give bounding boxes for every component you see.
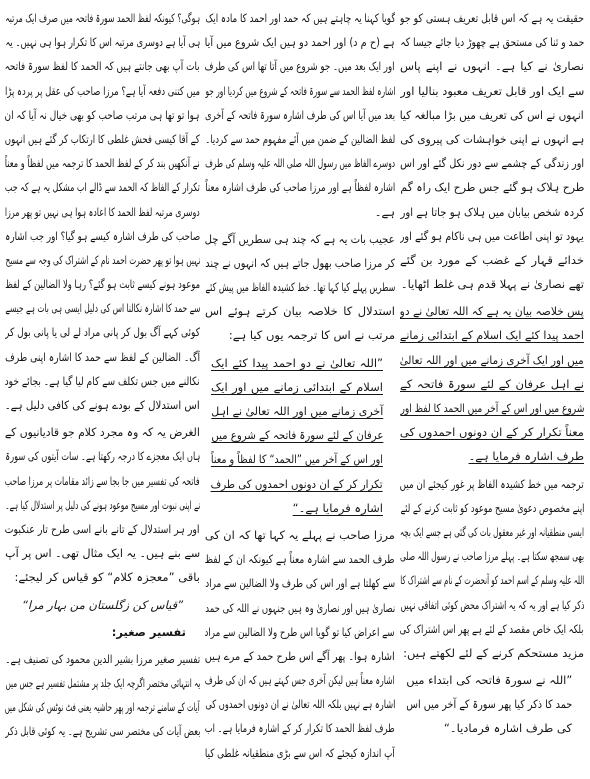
text-line [5, 541, 200, 565]
line-text: آپ اندازہ کیجئے کہ اس سے بڑی منطقیانہ غلطی کیا [205, 745, 395, 760]
text-line [5, 369, 200, 393]
line-text: ذکر کیا ہے اور یہ کہ یہ اشتراک محض کوئی اتفاقی نہیں [400, 597, 584, 612]
text-line [400, 224, 584, 248]
line-text: اشارہ ہے نہیں بلکہ اللہ تعالیٰ نے ان دونوں احمدوں کی [205, 697, 395, 712]
line-text: اس استدلال کے بودے ہونے کی کافی دلیل ہے۔ [5, 398, 200, 412]
text-line [205, 447, 395, 471]
text-line [205, 571, 395, 595]
text-line [5, 444, 200, 468]
text-line [400, 472, 584, 496]
line-text: کے آقا کیسی فحش غلطی کا ارتکاب کر گئے ہیں انہوں [5, 131, 200, 146]
text-line [400, 79, 584, 103]
text-line [205, 299, 395, 323]
line-text: کی طرف اشارہ فرمادیا۔“ [443, 721, 572, 736]
line-text: باقی ”معجزہ کلام“ کو قیاس کر لیجئے: [14, 570, 200, 585]
line-text: آخری زمانے میں اور اللہ تعالیٰ نے اہل [211, 404, 383, 418]
line-text: سے کھلتا ہے اور اس کی طرف ولا الضالین سے مراد [205, 576, 395, 591]
line-text: اشارہ لفظاً ہے اور مرزا صاحب کی طرف اشارہ معناً [205, 180, 395, 195]
line-text: یہ انتہائی مختصر اگرچہ ایک جلد پر مشتمل تفسیر ہے جس میں [5, 676, 200, 691]
line-text: بعض آیات کی مختصر سی تشریح ہے۔ یہ کوئی قابل ذکر [5, 724, 200, 739]
line-text: تفسیر صغیر: [111, 624, 186, 639]
line-text: اور ایک بعد میں۔ جو شروع میں آتا تھا اس کی طرف [205, 59, 395, 74]
text-line [400, 175, 584, 199]
text-line [400, 568, 584, 592]
text-line [5, 224, 200, 248]
line-text: اور ہر استدلال کے تانے بانے اسی طرح تار عنکبوت [5, 521, 200, 536]
paragraph [5, 647, 200, 744]
text-line [400, 30, 584, 54]
text-line [5, 200, 200, 224]
text-line [205, 692, 395, 716]
text-line [400, 372, 584, 396]
column-middle [205, 6, 395, 779]
line-text: طرف اشارہ فرمایا ہے۔ [468, 449, 584, 464]
line-text: طرح ہلاک ہو گئے جس طرح ایک راہ گم [400, 180, 584, 195]
line-text: عرفان کے لئے سورۃ فاتحہ کے شروع میں [211, 428, 383, 443]
line-text: اشارہ ہوا۔ پھر آگے اس طرح حمد کے مرے ہیں [205, 648, 395, 663]
text-line [400, 692, 584, 716]
text-line [205, 644, 395, 668]
text-line [5, 6, 200, 30]
paragraph [400, 472, 584, 666]
text-line [5, 103, 200, 127]
text-line [400, 200, 584, 224]
text-line [205, 103, 395, 127]
text-line [400, 6, 584, 30]
line-text: شروع میں اور اس کے آخر میں الحمد کا لفظ اور [400, 401, 584, 415]
line-text: ہے۔ [374, 204, 395, 219]
paragraph [400, 6, 584, 296]
line-text: کوئی کہے آگ بول کر پانی مراد لے لی یا پانی بول کر [5, 325, 200, 340]
line-text: سے بنے ہیں۔ یہ ایک مثال تھی۔ اس پر آپ [5, 546, 200, 561]
text-line [400, 54, 584, 78]
text-line [205, 423, 395, 447]
text-line [400, 444, 584, 468]
text-line [5, 493, 200, 517]
text-line [400, 272, 584, 296]
text-line [205, 79, 395, 103]
text-line [205, 151, 395, 175]
text-line [205, 227, 395, 251]
text-line [5, 345, 200, 369]
line-text: فاتحہ کی تفسیر میں جا بجا سے زائد مقامات پر مرزا صاحب [5, 473, 200, 488]
line-text: طرف لفظ الحمد کا تکرار کر کے اشارہ فرمایا ہے۔ اب [205, 721, 395, 736]
line-text: بھی سمجھ سکتا ہے۔ پہلے مرزا صاحب نے رسول اللہ صلی [400, 549, 584, 564]
quote-block [205, 351, 395, 520]
text-line [400, 420, 584, 444]
text-line [205, 54, 395, 78]
text-line [205, 716, 395, 740]
verse-line [5, 593, 200, 617]
line-text: لفظ الضالین کے ضمن میں آئے مفہوم حمد سے کردیا۔ [205, 131, 395, 146]
line-text: آیات کے سامنے ترجمہ اور پھر حاشیہ یعنی فٹ نوٹس کی شکل میں [5, 700, 200, 715]
line-text: سطریں پہلے کیا کہا تھا۔ خط کشیدہ الفاظ میں پیش کئے [205, 280, 395, 295]
line-text: بعد میں آیا اس کی طرف اشارہ سورۃ فاتحہ کے آخری [205, 107, 395, 122]
text-line [5, 671, 200, 695]
line-text: مزید مستحکم کرنے کے لئے لکھتے ہیں: [403, 645, 584, 660]
text-line [5, 565, 200, 589]
line-text: الغرض یہ کہ وہ مجرد کلام جو قادیانیوں کے [5, 425, 200, 440]
text-line [5, 127, 200, 151]
line-text: نے اہل عرفان کے لئے سورۃ فاتحہ کے [400, 376, 584, 391]
paragraph [205, 227, 395, 348]
line-text: مرزا صاحب نے پہلے یہ کہا تھا کہ ان کی [205, 527, 395, 542]
text-line [5, 393, 200, 417]
text-line [205, 127, 395, 151]
line-text: ”اللہ نے سورۃ فاتحہ کی ابتداء میں [406, 673, 572, 688]
line-text: ایسی منطقیانہ اور غیر معقول بات کی گئی ہے جسے ایک بچہ [400, 524, 584, 539]
text-line [5, 695, 200, 719]
line-text: سے ایک اور قابل تعریف معبود بنالیا اور [400, 83, 584, 98]
text-line [400, 593, 584, 617]
line-text: حمد و ثنا کی مستحق ہے چھوڑ دیا جائے جیسا کہ [400, 35, 584, 50]
text-line [400, 323, 584, 347]
column-right [400, 6, 584, 779]
text-line [400, 127, 584, 151]
text-line [5, 30, 200, 54]
text-line [205, 351, 395, 375]
text-line [400, 151, 584, 175]
line-text: سے حمد کا اشارہ نکالنا اس کی دلیل ایسی ہی بات ہے جیسے [5, 301, 200, 316]
line-text: اشارہ لفظ الحمد سے سورۃ فاتحہ کے شروع میں کردیا اور جو [205, 83, 395, 98]
line-text: ہوگی؟ کیونکہ لفظ الحمد سورۃ فاتحہ میں صرف ایک مرتبہ [5, 11, 200, 25]
line-text: کردہ شخص بیابان میں ہلاک ہو جاتا ہے اور [400, 204, 584, 219]
text-line [400, 348, 584, 372]
text-line [400, 544, 584, 568]
text-line [400, 520, 584, 544]
text-line [400, 396, 584, 420]
text-line [205, 323, 395, 347]
text-line [5, 320, 200, 344]
line-text: تھے نصاریٰ نے پہلا قدم ہی غلط اٹھایا۔ [400, 277, 584, 292]
line-text: موعود ہونے کیسے ثابت ہو گئے؟ رہا ولا الضالین کے لفظ [5, 277, 200, 292]
paragraph [205, 6, 395, 224]
text-line [5, 517, 200, 541]
line-text: ہے (ح م د) اور احمد دو ہیں ایک شروع میں آیا [205, 35, 395, 50]
line-text: مرتب نے اس کا ترجمہ یوں کیا ہے: [228, 328, 395, 343]
text-line [5, 719, 200, 743]
line-text: میں اور ایک آخری زمانے میں اور اللہ تعالیٰ [400, 352, 584, 367]
text-line [5, 620, 200, 644]
line-text: ہی آیا ہے دوسری مرتبہ اس کا تکرار ہوا ہی نہیں۔ یہ [5, 35, 200, 50]
line-text: دوسری مرتبہ لفظ الحمد کا اعادہ ہوا ہی نہیں تو پھر مرزا [5, 204, 200, 219]
line-text: صاحب کی طرف اشارہ کیسے ہو گیا؟ اور جب اشارہ [5, 228, 200, 243]
text-line [400, 617, 584, 641]
text-line [205, 596, 395, 620]
line-text: عجیب بات یہ ہے کہ چند ہی سطریں آگے چل [205, 231, 395, 246]
line-text: اور اس کے آخر میں ”الحمد“ کا لفظاً و معناً [210, 452, 383, 467]
line-text: گویا کہنا یہ چاہتے ہیں کہ حمد اور احمد کا مادہ ایک [205, 11, 395, 25]
text-line [205, 496, 395, 520]
text-line [205, 200, 395, 224]
text-line [5, 175, 200, 199]
line-text: ”اللہ تعالیٰ نے دو احمد پیدا کئے ایک [211, 355, 383, 370]
line-text: نصاریٰ ہیں اور نصاریٰ وہ ہیں جنہوں نے اللہ کی حمد [205, 600, 395, 615]
text-line [205, 251, 395, 275]
quote-block [400, 668, 584, 741]
line-text: حمد کا ذکر کیا پھر سورۃ کے آخر میں اس [405, 697, 572, 712]
text-line [205, 741, 395, 765]
line-text: ”قیاس کن زگلستان من بہار مرا“ [21, 597, 184, 612]
line-text: اشارہ فرمایا ہے۔“ [292, 500, 383, 515]
text-line [5, 469, 200, 493]
line-text: نہیں ہوا تو پھر حضرت احمد نام کے اشتراک کی وجہ سے مسیح [5, 252, 200, 267]
line-text: سے اعراض کیا تو گویا اس طرح ولا الضالین سے مراد [205, 624, 395, 639]
text-line [205, 175, 395, 199]
text-line [205, 472, 395, 496]
text-line [5, 647, 200, 671]
text-line [5, 248, 200, 272]
line-text: ہے انہوں نے اپنی خواہشات کی پیروی کی [400, 131, 584, 146]
line-text: نصاریٰ نے کیا ہے۔ انہوں نے اپنے پاس [400, 59, 584, 74]
line-text: ہوا تو تھا ہی مرتب صاحب کو بھی خیال نہ آیا کہ ان [5, 107, 200, 122]
line-text: آگ۔ الضالین کے لفظ سے حمد کا اشارہ اپنی طرف [5, 349, 200, 364]
line-text: اپنے مخصوص دعویٰ مسیح موعود کو ثابت کرنے کے لئے [400, 500, 584, 515]
column-left [5, 6, 200, 779]
text-line [205, 275, 395, 299]
text-line [5, 151, 200, 175]
line-text: اللہ علیہ وسلم کے اسم احمد کو آنحضرت کے نام سے اشتراک کا [400, 573, 584, 588]
text-line [5, 593, 200, 617]
text-line [205, 620, 395, 644]
line-text: نکالنے میں جس تکلف سے کام لیا گیا ہے۔ بجائے خود [5, 373, 200, 388]
text-line [5, 54, 200, 78]
line-text: یہود تو اپنی اطاعت میں ہی ناکام ہو گئے اور [400, 228, 584, 243]
line-text: اشارہ معناً ہیں لیکن آخری جس کہتے ہیں کہ ان کی طرف [205, 673, 395, 688]
line-text: ترجمہ میں خط کشیدہ الفاظ پر غور کیجئے ان میں [400, 476, 584, 491]
line-text: معناً تکرار کر کے ان دونوں احمدوں کی [400, 425, 584, 440]
text-line [205, 6, 395, 30]
line-text: اور زندگی کے چشمے سے دور نکل گئے اور اس [400, 156, 584, 171]
line-text: طرف الحمد سے اشارہ معناً ہے کیونکہ ان کے لفظ [205, 552, 395, 567]
line-text: تکرار کر کے ان دونوں احمدوں کی طرف [211, 476, 383, 491]
line-text: حقیقت یہ ہے کہ اس قابل تعریف ہستی کو جو [400, 11, 584, 25]
line-text: احمد پیدا کئے ایک اسلام کے ابتدائی زمانے [400, 328, 584, 343]
line-text: بات آپ بھی جانتے ہیں کہ الحمد کا لفظ سورۃ فاتحہ [5, 59, 200, 74]
line-text: اسلام کے ابتدائی زمانے میں اور ایک [211, 379, 383, 394]
text-line [400, 496, 584, 520]
text-line [400, 103, 584, 127]
paragraph [5, 420, 200, 589]
text-line [5, 296, 200, 320]
line-text: کر مرزا صاحب بھول جاتے ہیں کہ انہوں نے چند [205, 255, 395, 270]
text-line [400, 716, 584, 740]
line-text: ہاں ایک معجزے کا درجہ رکھتا ہے۔ سات آیتوں کی سورۃ [5, 449, 200, 464]
text-line [5, 79, 200, 103]
section-heading [5, 620, 200, 644]
text-line [400, 668, 584, 692]
line-text: نے آنکھیں بند کر کے لفظ الحمد کا ترجمہ میں لفظاً و معناً [5, 156, 200, 171]
line-text: انہوں نے اس کی تعریف میں بڑا مبالغہ کیا [400, 107, 584, 122]
line-text: تکرار کے الفاظ کہ الحمد سے ڈالے اب مشکل یہ ہے کہ جب [5, 180, 200, 195]
text-line [205, 547, 395, 571]
text-line [5, 420, 200, 444]
text-line [205, 375, 395, 399]
paragraph [5, 6, 200, 417]
paragraph [205, 523, 395, 765]
text-line [205, 523, 395, 547]
line-text: پس خلاصہ بیان یہ ہے کہ اللہ تعالیٰ نے دو [400, 304, 584, 319]
text-line [400, 641, 584, 665]
text-line [205, 30, 395, 54]
line-text: میں کتنی دفعہ آیا ہے؟ مرزا صاحب کی عقل پر پردہ پڑا [5, 83, 200, 98]
text-line [205, 399, 395, 423]
line-text: بلکہ ایک خاص مقصد کے لئے ہے پھر اس اشتراک کی [400, 621, 584, 636]
text-line [205, 668, 395, 692]
line-text: خدائے قہار کے غضب کے مورد بن گئے [400, 252, 584, 267]
line-text: دوسرے الفاظ میں رسول اللہ صلی اللہ علیہ وسلم کی طرف [205, 156, 395, 171]
line-text: تفسیر صغیر مرزا بشیر الدین محمود کی تصنیف ہے۔ [5, 651, 200, 666]
line-text: نے اپنی نبوت اور مسیح موعود ہونے کی دلیل پر استدلال کیا ہے۔ [5, 497, 200, 512]
text-line [400, 299, 584, 323]
line-text: استدلال کا خلاصہ بیان کرتے ہوئے اس [205, 304, 395, 319]
text-line [5, 272, 200, 296]
paragraph [400, 299, 584, 468]
text-line [400, 248, 584, 272]
